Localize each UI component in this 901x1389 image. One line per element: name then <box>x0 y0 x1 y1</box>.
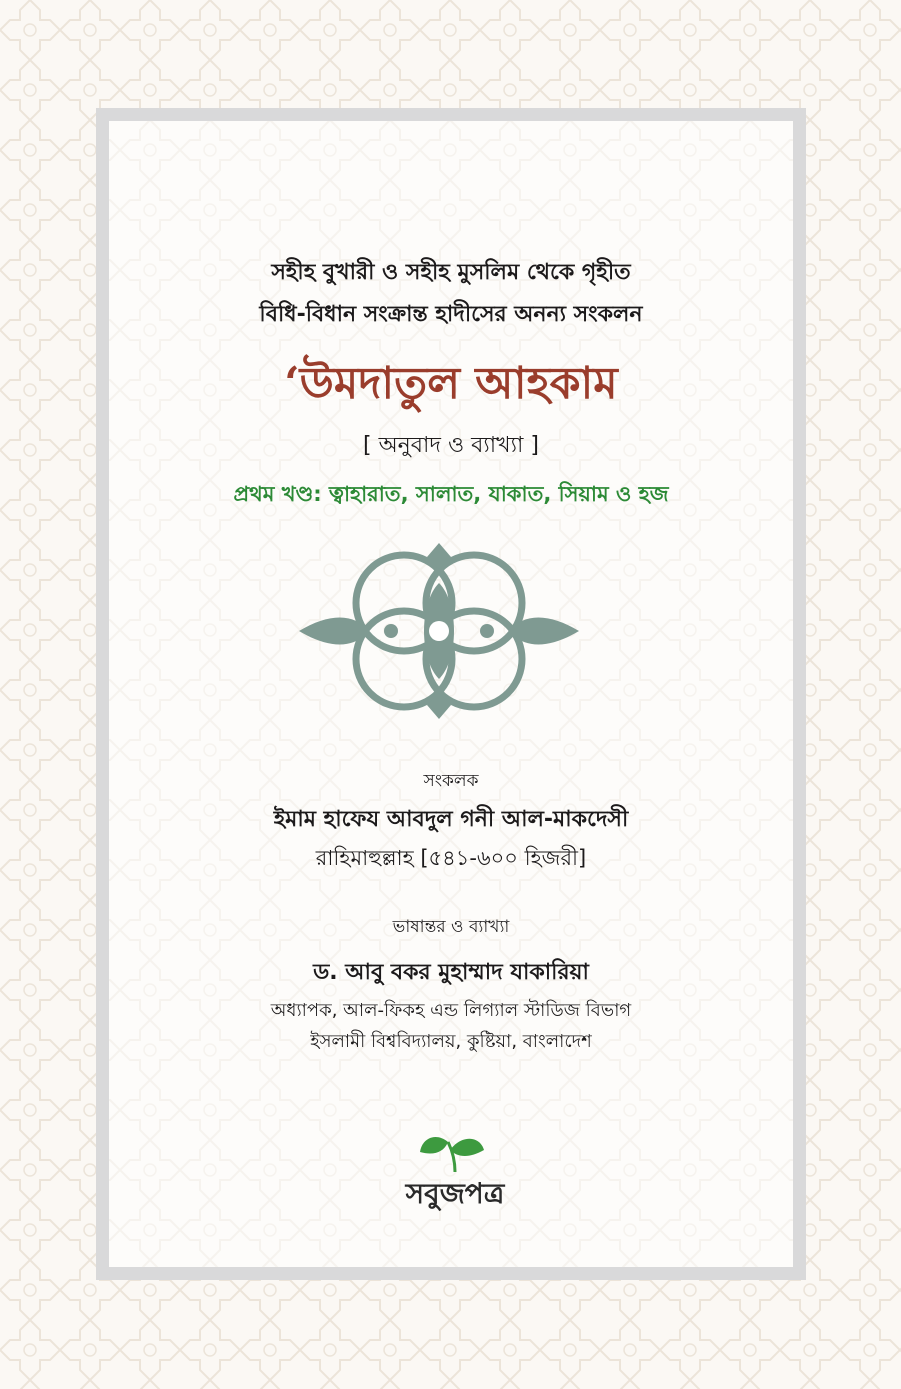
subtitle-line-1: সহীহ বুখারী ও সহীহ মুসলিম থেকে গৃহীত <box>271 260 631 285</box>
compiler-name: ইমাম হাফেয আবদুল গনী আল-মাকদেসী <box>273 807 629 832</box>
subtitle-line-2: বিধি-বিধান সংক্রান্ত হাদীসের অনন্য সংকলন <box>259 302 643 327</box>
translator-name: ড. আবু বকর মুহাম্মাদ যাকারিয়া <box>313 960 589 985</box>
volume-info: প্রথম খণ্ড: ত্বাহারাত, সালাত, যাকাত, সিয়াম ও হজ <box>233 482 669 506</box>
book-title: ‘উমদাতুল আহকাম <box>284 358 618 409</box>
compiler-label: সংকলক <box>423 771 479 791</box>
translator-position: অধ্যাপক, আল-ফিকহ এন্ড লিগ্যাল স্টাডিজ বিভাগ <box>270 1000 632 1021</box>
publisher-logo-text: সবুজপত্র <box>405 1177 505 1210</box>
translator-label: ভাষান্তর ও ব্যাখ্যা <box>392 917 510 937</box>
translator-institution: ইসলামী বিশ্ববিদ্যালয়, কুষ্টিয়া, বাংলাদেশ <box>310 1031 592 1052</box>
compiler-epithet: রাহিমাহুল্লাহ [৫৪১-৬০০ হিজরী] <box>315 846 587 870</box>
arabesque-ornament-icon <box>299 543 579 719</box>
book-note: [ অনুবাদ ও ব্যাখ্যা ] <box>363 433 539 458</box>
